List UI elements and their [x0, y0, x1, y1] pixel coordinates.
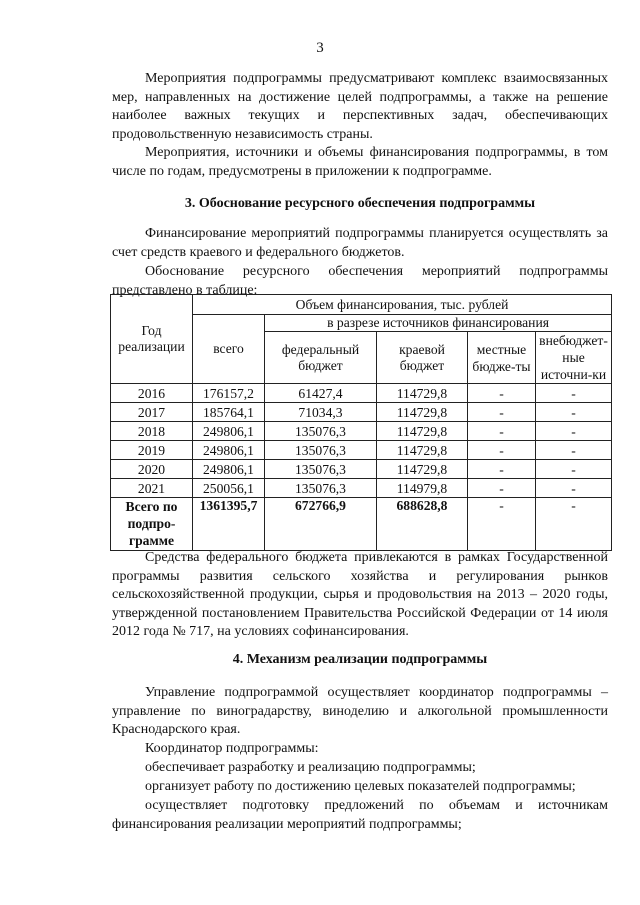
cell-total: 185764,1: [193, 403, 265, 422]
cell-regional: 114729,8: [377, 460, 468, 479]
table-row: [111, 384, 612, 403]
col-header-year: Год реализации: [111, 295, 193, 384]
cell-year: 2020: [111, 460, 193, 479]
cell-extrabudget: -: [536, 479, 612, 498]
cell-regional: 114729,8: [377, 384, 468, 403]
section-4-paragraph-5: осуществляет подготовку предложений по объемам и источникам финансирования реализации мероприятий подпрограммы;: [112, 798, 608, 832]
table-row: [111, 403, 612, 422]
cell-year: 2018: [111, 422, 193, 441]
cell-federal: 135076,3: [265, 441, 377, 460]
page-number: 3: [316, 40, 324, 56]
cell-extrabudget: -: [536, 422, 612, 441]
funding-table: [110, 294, 612, 551]
section-4-paragraph-2: Координатор подпрограммы:: [145, 741, 319, 756]
cell-totals-regional: 688628,8: [377, 498, 468, 551]
section-4-paragraph-1: Управление подпрограммой осуществляет координатор подпрограммы – управление по виноградарству, виноделию и алкогольной промышленности Краснодарского края.: [112, 685, 608, 738]
table-row: [111, 460, 612, 479]
cell-year: 2017: [111, 403, 193, 422]
cell-year: 2019: [111, 441, 193, 460]
cell-totals-local: -: [468, 498, 536, 551]
cell-local: -: [468, 403, 536, 422]
section-3-paragraph-1: Финансирование мероприятий подпрограммы планируется осуществлять за счет средств краевого и федерального бюджетов.: [112, 226, 608, 260]
col-header-local: местные бюдже-ты: [468, 332, 536, 384]
cell-total: 176157,2: [193, 384, 265, 403]
table-row: [111, 422, 612, 441]
cell-local: -: [468, 479, 536, 498]
section-4-paragraph-3: обеспечивает разработку и реализацию подпрограммы;: [145, 760, 476, 775]
section-3-heading: 3. Обоснование ресурсного обеспечения подпрограммы: [184, 196, 536, 211]
col-header-total: всего: [193, 315, 265, 384]
cell-regional: 114729,8: [377, 403, 468, 422]
section-4-paragraph-4: организует работу по достижению целевых показателей подпрограммы;: [145, 779, 576, 794]
cell-regional: 114729,8: [377, 422, 468, 441]
cell-federal: 135076,3: [265, 479, 377, 498]
cell-year: 2021: [111, 479, 193, 498]
cell-local: -: [468, 422, 536, 441]
cell-local: -: [468, 384, 536, 403]
section-3-paragraph-2: Обоснование ресурсного обеспечения мероприятий подпрограммы представлено в таблице:: [112, 264, 608, 298]
cell-regional: 114729,8: [377, 441, 468, 460]
federal-funding-paragraph: Средства федерального бюджета привлекаются в рамках Государственной программы развития сельского хозяйства и регулирования рынков сельскохозяйственной продукции, сырья и продовольствия на 2013 – 2020 годы, утвержденной постановлением Правительства Российской Федерации от 14 июля 2012 года № 717, на условиях софинансирования.: [112, 550, 608, 640]
cell-totals-total: 1361395,7: [193, 498, 265, 551]
table-row: [111, 479, 612, 498]
cell-total: 249806,1: [193, 422, 265, 441]
cell-total: 250056,1: [193, 479, 265, 498]
cell-totals-federal: 672766,9: [265, 498, 377, 551]
col-header-extrabudget: внебюджет-ные источни-ки: [536, 332, 612, 384]
cell-year: 2016: [111, 384, 193, 403]
section-4-heading: 4. Механизм реализации подпрограммы: [232, 652, 488, 667]
cell-extrabudget: -: [536, 460, 612, 479]
cell-local: -: [468, 441, 536, 460]
col-header-funding-volume: Объем финансирования, тыс. рублей: [193, 295, 612, 315]
col-header-sources: в разрезе источников финансирования: [265, 315, 612, 332]
cell-extrabudget: -: [536, 441, 612, 460]
cell-totals-extrabudget: -: [536, 498, 612, 551]
cell-extrabudget: -: [536, 403, 612, 422]
cell-federal: 71034,3: [265, 403, 377, 422]
table-totals-row: [111, 498, 612, 551]
table-row: [111, 441, 612, 460]
cell-total: 249806,1: [193, 441, 265, 460]
cell-federal: 135076,3: [265, 422, 377, 441]
cell-local: -: [468, 460, 536, 479]
cell-extrabudget: -: [536, 384, 612, 403]
cell-total: 249806,1: [193, 460, 265, 479]
intro-paragraph-1: Мероприятия подпрограммы предусматривают комплекс взаимосвязанных мер, направленных на достижение целей подпрограммы, а также на решение наиболее важных текущих и перспективных задач, обеспечивающих продовольственную независимость страны.: [112, 71, 608, 142]
col-header-regional: краевой бюджет: [377, 332, 468, 384]
cell-regional: 114979,8: [377, 479, 468, 498]
intro-paragraph-2: Мероприятия, источники и объемы финансирования подпрограммы, в том числе по годам, предусмотрены в приложении к подпрограмме.: [112, 145, 608, 179]
col-header-federal: федеральный бюджет: [265, 332, 377, 384]
cell-totals-label: Всего по подпро-грамме: [111, 498, 193, 551]
cell-federal: 135076,3: [265, 460, 377, 479]
cell-federal: 61427,4: [265, 384, 377, 403]
